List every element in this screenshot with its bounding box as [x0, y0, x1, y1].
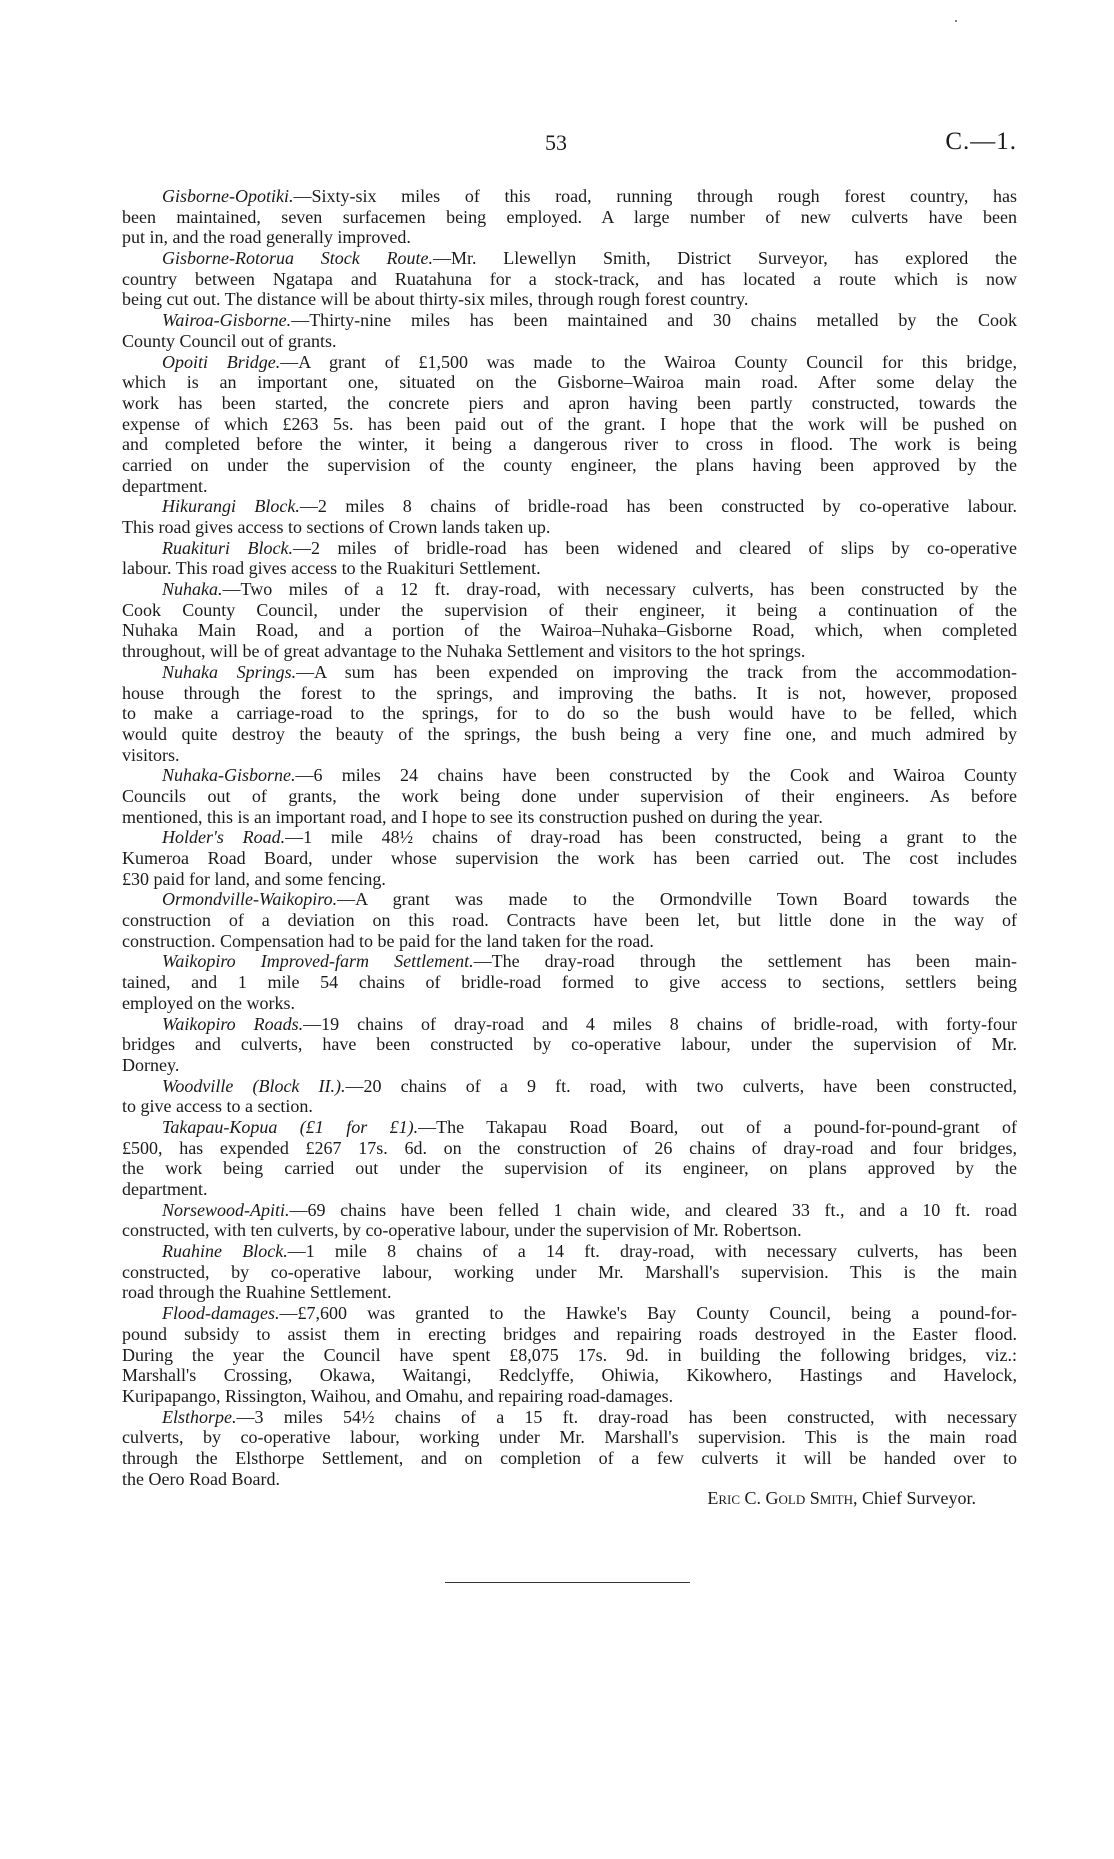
line-text: pound subsidy to assist them in erecting bridges and repairing roads destroyed in the Easter flood.: [122, 1323, 1017, 1344]
paragraph: [122, 951, 1017, 1013]
line-text: through the Elsthorpe Settlement, and on completion of a few culverts it will be handed over to: [122, 1447, 1017, 1468]
line-text: been maintained, seven surfacemen being employed. A large number of new culverts have been: [122, 206, 1017, 227]
paragraph-heading: Elsthorpe.: [162, 1406, 237, 1427]
text-line: [122, 683, 1017, 704]
signature-line: [707, 1488, 976, 1509]
line-text: to make a carriage-road to the springs, for to do so the bush would have to be felled, which: [122, 703, 1017, 724]
text-line: [122, 620, 1017, 641]
text-line: [122, 1034, 1017, 1055]
paragraph: [122, 1241, 1017, 1303]
text-line: [122, 1303, 1017, 1324]
line-text: During the year the Council have spent £8,075 17s. 9d. in building the following bridges, viz.:: [122, 1344, 1017, 1365]
line-text: department.: [122, 475, 208, 496]
section-divider: [445, 1582, 690, 1583]
text-line: [122, 724, 1017, 745]
text-line: [122, 289, 1017, 310]
paragraph-heading: Takapau-Kopua (£1 for £1).: [162, 1116, 419, 1137]
paragraph-heading: Waikopiro Roads.: [162, 1013, 304, 1034]
line-text: —Sixty-six miles of this road, running through rough forest country, has: [293, 186, 1017, 206]
paragraph-heading: Ormondville-Waikopiro.: [162, 889, 338, 910]
line-text: —A grant was made to the Ormondville Town Board towards the: [337, 889, 1017, 910]
paragraph: [122, 1117, 1017, 1200]
text-line: [122, 1262, 1017, 1283]
text-line: [122, 745, 1017, 766]
line-text: —1 mile 8 chains of a 14 ft. dray-road, with necessary culverts, has been: [287, 1241, 1017, 1262]
paragraph-heading: Hikurangi Block.: [162, 496, 300, 517]
line-text: culverts, by co-operative labour, working under Mr. Marshall's supervision. This is the main road: [122, 1427, 1017, 1448]
text-line: [122, 372, 1017, 393]
text-line: [122, 476, 1017, 497]
line-text: house through the forest to the springs, and improving the baths. It is not, however, proposed: [122, 682, 1017, 703]
text-line: [122, 207, 1017, 228]
line-text: road through the Ruahine Settlement.: [122, 1282, 392, 1303]
paragraph: [122, 248, 1017, 310]
line-text: £30 paid for land, and some fencing.: [122, 868, 386, 889]
text-line: [122, 248, 1017, 269]
text-line: [122, 807, 1017, 828]
print-speck: [955, 20, 957, 22]
line-text: labour. This road gives access to the Ruakituri Settlement.: [122, 558, 541, 579]
paragraph: [122, 352, 1017, 497]
line-text: —2 miles of bridle-road has been widened and cleared of slips by co-operative: [292, 537, 1017, 558]
line-text: to give access to a section.: [122, 1096, 313, 1117]
text-line: [122, 310, 1017, 331]
line-text: —Two miles of a 12 ft. dray-road, with necessary culverts, has been constructed by the: [222, 579, 1017, 600]
text-line: [122, 579, 1017, 600]
text-line: [122, 517, 1017, 538]
paragraph-heading: Flood-damages.: [162, 1303, 280, 1324]
text-line: [122, 1282, 1017, 1303]
text-line: [122, 1324, 1017, 1345]
paragraph: [122, 186, 1017, 248]
line-text: —69 chains have been felled 1 chain wide, and cleared 33 ft., and a 10 ft. road: [289, 1199, 1017, 1220]
text-line: [122, 1345, 1017, 1366]
text-line: [122, 558, 1017, 579]
line-text: —Thirty-nine miles has been maintained and 30 chains metalled by the Cook: [291, 310, 1017, 331]
paragraph-heading: Ruahine Block.: [162, 1241, 288, 1262]
line-text: Marshall's Crossing, Okawa, Waitangi, Redclyffe, Ohiwia, Kikowhero, Hastings and Havelock,: [122, 1365, 1017, 1386]
signatory-title: , Chief Surveyor.: [853, 1488, 976, 1508]
paragraph: [122, 579, 1017, 662]
paragraph-heading: Woodville (Block II.).: [162, 1075, 346, 1096]
text-line: [122, 393, 1017, 414]
paragraph: [122, 310, 1017, 351]
paragraph: [122, 662, 1017, 765]
line-text: Cook County Council, under the supervision of their engineer, it being a continuation of the: [122, 599, 1017, 620]
line-text: —£7,600 was granted to the Hawke's Bay County Council, being a pound-for-: [279, 1303, 1017, 1324]
text-line: [122, 641, 1017, 662]
paragraph: [122, 765, 1017, 827]
text-line: [122, 765, 1017, 786]
text-line: [122, 1407, 1017, 1428]
line-text: department.: [122, 1179, 208, 1199]
text-line: [122, 352, 1017, 373]
text-line: [122, 331, 1017, 352]
line-text: being cut out. The distance will be about thirty-six miles, through rough forest country.: [122, 289, 749, 310]
text-line: [122, 869, 1017, 890]
line-text: —6 miles 24 chains have been constructed by the Cook and Wairoa County: [295, 765, 1017, 786]
line-text: throughout, will be of great advantage to the Nuhaka Settlement and visitors to the hot springs.: [122, 641, 806, 662]
paragraph: [122, 538, 1017, 579]
paragraph: [122, 1407, 1017, 1490]
document-reference: C.—1.: [945, 128, 1017, 155]
line-text: expense of which £263 5s. has been paid out of the grant. I hope that the work will be pushed on: [122, 413, 1017, 434]
line-text: Kuripapango, Rissington, Waihou, and Omahu, and repairing road-damages.: [122, 1385, 674, 1406]
line-text: —20 chains of a 9 ft. road, with two culverts, have been constructed,: [345, 1075, 1017, 1096]
text-line: [122, 786, 1017, 807]
text-line: [122, 1117, 1017, 1138]
text-line: [122, 496, 1017, 517]
line-text: visitors.: [122, 744, 180, 765]
page-number: 53: [545, 130, 567, 155]
text-line: [122, 186, 1017, 207]
text-line: [122, 1055, 1017, 1076]
text-line: [122, 538, 1017, 559]
text-line: [122, 910, 1017, 931]
paragraph-heading: Waikopiro Improved-farm Settlement.: [162, 951, 474, 972]
paragraph: [122, 1200, 1017, 1241]
text-line: [122, 455, 1017, 476]
text-line: [122, 993, 1017, 1014]
line-text: construction. Compensation had to be paid for the land taken for the road.: [122, 930, 654, 951]
line-text: country between Ngatapa and Ruatahuna for a stock-track, and has located a route which is now: [122, 268, 1017, 289]
paragraph-heading: Ruakituri Block.: [162, 537, 293, 558]
text-line: [122, 662, 1017, 683]
line-text: carried on under the supervision of the county engineer, the plans having been approved by the: [122, 454, 1017, 475]
line-text: Kumeroa Road Board, under whose supervision the work has been carried out. The cost includes: [122, 848, 1017, 868]
text-line: [122, 1427, 1017, 1448]
text-line: [122, 434, 1017, 455]
line-text: Nuhaka Main Road, and a portion of the Wairoa–Nuhaka–Gisborne Road, which, when completed: [122, 620, 1017, 641]
line-text: Dorney.: [122, 1054, 180, 1075]
paragraph: [122, 496, 1017, 537]
line-text: which is an important one, situated on the Gisborne–Wairoa main road. After some delay the: [122, 372, 1017, 393]
paragraph-heading: Norsewood-Apiti.: [162, 1199, 290, 1220]
text-line: [122, 1469, 1017, 1490]
line-text: work has been started, the concrete piers and apron having been partly constructed, towards the: [122, 392, 1017, 413]
text-line: [122, 1386, 1017, 1407]
paragraph-heading: Wairoa-Gisborne.: [162, 310, 292, 331]
line-text: tained, and 1 mile 54 chains of bridle-road formed to give access to sections, settlers being: [122, 972, 1017, 993]
paragraph-heading: Nuhaka-Gisborne.: [162, 765, 296, 786]
text-line: [122, 1241, 1017, 1262]
paragraph: [122, 827, 1017, 889]
line-text: mentioned, this is an important road, and I hope to see its construction pushed on during the year.: [122, 806, 823, 827]
line-text: and completed before the winter, it being a dangerous river to cross in flood. The work is being: [122, 434, 1017, 455]
text-line: [122, 227, 1017, 248]
paragraph-heading: Nuhaka.: [162, 579, 223, 600]
line-text: construction of a deviation on this road. Contracts have been let, but little done in the way of: [122, 910, 1017, 931]
line-text: —The Takapau Road Board, out of a pound-for-pound-grant of: [418, 1116, 1017, 1137]
text-line: [122, 827, 1017, 848]
paragraph-heading: Opoiti Bridge.: [162, 351, 281, 372]
line-text: employed on the works.: [122, 992, 295, 1013]
line-text: constructed, by co-operative labour, working under Mr. Marshall's supervision. This is the main: [122, 1261, 1017, 1282]
paragraph: [122, 1014, 1017, 1076]
text-line: [122, 1448, 1017, 1469]
line-text: would quite destroy the beauty of the springs, the bush being a very fine one, and much admired by: [122, 723, 1017, 744]
text-line: [122, 931, 1017, 952]
text-line: [122, 1200, 1017, 1221]
paragraph-heading: Holder's Road.: [162, 827, 286, 848]
line-text: the Oero Road Board.: [122, 1468, 280, 1489]
text-line: [122, 951, 1017, 972]
text-line: [122, 1096, 1017, 1117]
text-line: [122, 1179, 1017, 1200]
line-text: This road gives access to sections of Crown lands taken up.: [122, 517, 551, 537]
line-text: —19 chains of dray-road and 4 miles 8 chains of bridle-road, with forty-four: [303, 1013, 1018, 1034]
line-text: —The dray-road through the settlement has been main-: [473, 951, 1017, 972]
line-text: bridges and culverts, have been constructed by co-operative labour, under the supervision of Mr.: [122, 1034, 1017, 1055]
line-text: the work being carried out under the supervision of its engineer, on plans approved by the: [122, 1158, 1017, 1179]
line-text: —A sum has been expended on improving the track from the accommodation-: [296, 661, 1017, 682]
text-line: [122, 1158, 1017, 1179]
line-text: constructed, with ten culverts, by co-operative labour, under the supervision of Mr. Robertson.: [122, 1220, 802, 1241]
line-text: —3 miles 54½ chains of a 15 ft. dray-road has been constructed, with necessary: [236, 1406, 1017, 1427]
report-body: [122, 186, 1017, 1489]
text-line: [122, 414, 1017, 435]
line-text: put in, and the road generally improved.: [122, 227, 411, 248]
text-line: [122, 269, 1017, 290]
line-text: £500, has expended £267 17s. 6d. on the construction of 26 chains of dray-road and four bridges,: [122, 1137, 1017, 1158]
text-line: [122, 972, 1017, 993]
signatory-name: Eric C. Gold Smith: [707, 1488, 853, 1508]
text-line: [122, 1014, 1017, 1035]
line-text: —1 mile 48½ chains of dray-road has been constructed, being a grant to the: [285, 827, 1018, 848]
line-text: Councils out of grants, the work being done under supervision of their engineers. As before: [122, 785, 1017, 806]
paragraph-heading: Gisborne-Rotorua Stock Route.: [162, 248, 433, 269]
text-line: [122, 848, 1017, 869]
line-text: —A grant of £1,500 was made to the Wairoa County Council for this bridge,: [280, 351, 1017, 372]
line-text: County Council out of grants.: [122, 330, 337, 351]
text-line: [122, 889, 1017, 910]
paragraph-heading: Gisborne-Opotiki.: [162, 186, 294, 206]
paragraph: [122, 1303, 1017, 1406]
text-line: [122, 1365, 1017, 1386]
text-line: [122, 600, 1017, 621]
text-line: [122, 1138, 1017, 1159]
paragraph: [122, 1076, 1017, 1117]
text-line: [122, 1076, 1017, 1097]
line-text: —2 miles 8 chains of bridle-road has been constructed by co-operative labour.: [299, 496, 1017, 517]
paragraph: [122, 889, 1017, 951]
text-line: [122, 703, 1017, 724]
text-line: [122, 1220, 1017, 1241]
paragraph-heading: Nuhaka Springs.: [162, 661, 297, 682]
line-text: —Mr. Llewellyn Smith, District Surveyor, has explored the: [432, 248, 1017, 269]
